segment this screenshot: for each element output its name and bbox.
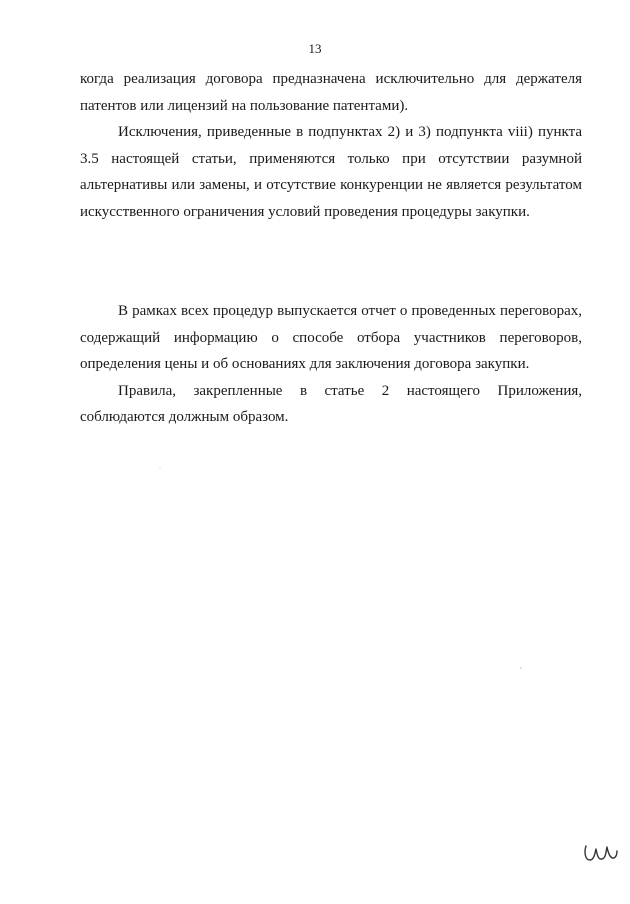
paragraph-report: В рамках всех процедур выпускается отчет о проведенных переговорах, содержащий информацию о способе отбора участников переговоров, определения цены и об основаниях для заключения договора закупки. [80, 303, 582, 372]
handwritten-initials-icon [583, 838, 619, 866]
paragraph-exceptions: Исключения, приведенные в подпунктах 2) и 3) подпункта viii) пункта 3.5 настоящей статьи, применяются только при отсутствии разумной альтернативы или замены, и отсутствие конкуренции не является результатом искусственного ограничения условий проведения процедуры закупки. [80, 124, 582, 220]
paragraph-continuation: когда реализация договора предназначена исключительно для держателя патентов или лицензий на пользование патентами). [80, 71, 582, 114]
page-number: 13 [308, 41, 322, 56]
paragraph-rules: Правила, закрепленные в статье 2 настоящего Приложения, соблюдаются должным образом. [80, 382, 582, 425]
text-block-bottom [80, 298, 582, 431]
text-block-top [80, 66, 582, 225]
